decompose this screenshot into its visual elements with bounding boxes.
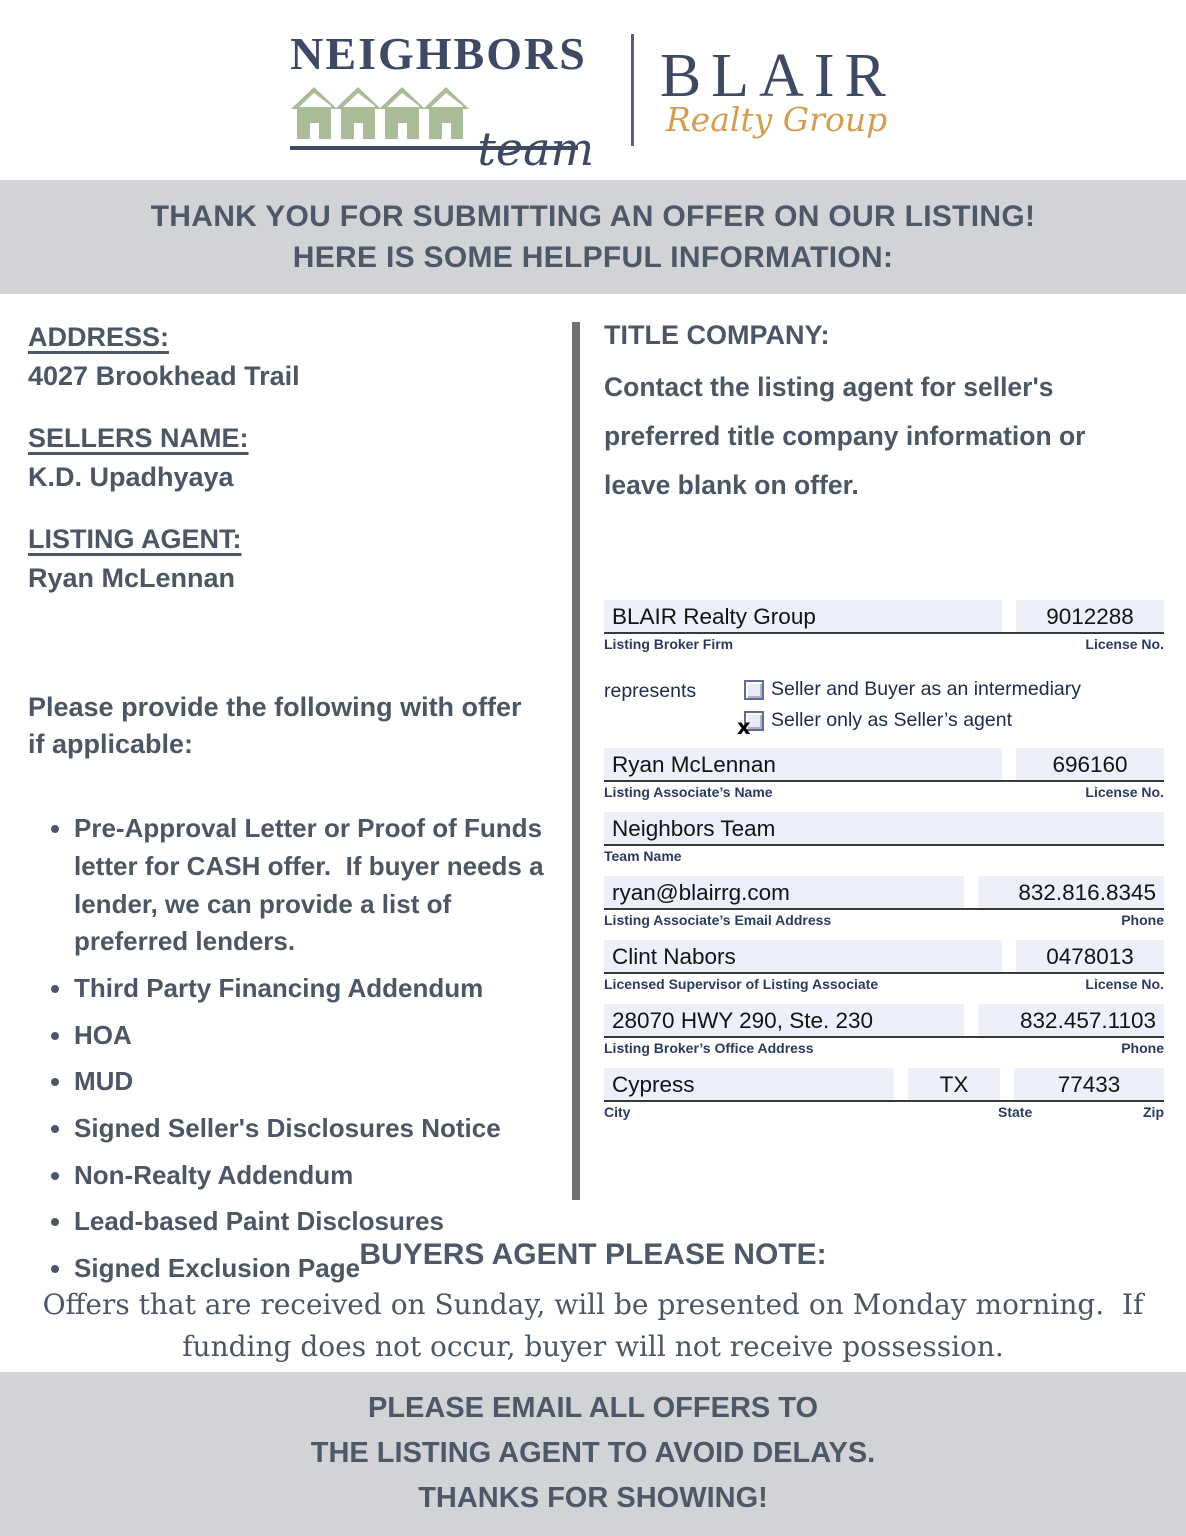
neighbors-team-logo: [290, 27, 595, 176]
associate-email-field: ryan@blairrg.com: [604, 876, 964, 908]
state-label: State: [998, 1104, 1033, 1121]
phone-label: Phone: [1121, 912, 1164, 929]
associate-name-field: Ryan McLennan: [604, 748, 1002, 780]
list-item: • Signed Seller's Disclosures Notice: [74, 1110, 548, 1148]
supervisor-label: Licensed Supervisor of Listing Associate: [604, 976, 879, 993]
license-no-label: License No.: [1085, 636, 1164, 653]
seller-agent-option-label: Seller only as Seller’s agent: [771, 709, 1012, 732]
brand-logo: [290, 27, 896, 176]
team-script-wordmark: team: [477, 121, 595, 176]
associate-email-label: Listing Associate’s Email Address: [604, 912, 832, 929]
column-divider: [572, 322, 580, 1200]
list-item: • MUD: [74, 1063, 548, 1101]
blair-realty-logo: [659, 41, 896, 139]
broker-firm-field: BLAIR Realty Group: [604, 600, 1002, 632]
title-company-column: [604, 320, 1166, 1226]
realty-group-script: Realty Group: [665, 99, 888, 139]
supervisor-labels: [604, 976, 1164, 992]
seller-agent-option: [737, 709, 1081, 739]
associate-phone-field: 832.816.8345: [978, 876, 1164, 908]
note-body: Offers that are received on Sunday, will be presented on Monday morning. If funding does not occur, buyer will not receive possession.: [42, 1288, 1153, 1363]
broker-firm-label: Listing Broker Firm: [604, 636, 734, 653]
sellers-name-value: K.D. Upadhyaya: [28, 462, 234, 493]
buyers-agent-note: [0, 1226, 1186, 1372]
banner-line-1: THANK YOU FOR SUBMITTING AN OFFER ON OUR LISTING!: [150, 200, 1036, 233]
list-item: • Signed Exclusion Page: [74, 1250, 548, 1288]
logo-header: [0, 0, 1186, 180]
broker-info-form: [604, 600, 1164, 1120]
list-item: • Non-Realty Addendum: [74, 1157, 548, 1195]
associate-row: [604, 748, 1164, 782]
email-row: [604, 876, 1164, 910]
zip-field: 77433: [1014, 1068, 1164, 1100]
sellers-name-label: SELLERS NAME:: [28, 423, 249, 454]
supervisor-name-field: Clint Nabors: [604, 940, 1002, 972]
footer-line-1: PLEASE EMAIL ALL OFFERS TO: [367, 1392, 819, 1425]
office-address-row: [604, 1004, 1164, 1038]
provide-intro: Please provide the following with offer if applicable:: [28, 691, 522, 760]
logo-divider: [631, 34, 634, 146]
blair-wordmark: BLAIR: [659, 41, 896, 110]
listing-info-column: [28, 320, 551, 1284]
title-company-body: Contact the listing agent for seller's preferred title company information or leave blank on offer.: [604, 372, 1086, 501]
license-no-label: License No.: [1085, 976, 1164, 993]
address-value: 4027 Brookhead Trail: [28, 361, 300, 392]
intermediary-option: [744, 678, 1081, 701]
associate-name-label: Listing Associate’s Name: [604, 784, 773, 801]
listing-agent-value: Ryan McLennan: [28, 563, 236, 594]
title-company-heading: TITLE COMPANY:: [604, 320, 830, 350]
team-labels: [604, 848, 1164, 864]
broker-license-field: 9012288: [1016, 600, 1164, 632]
checkbox-checked-icon: [737, 711, 764, 739]
address-label: ADDRESS:: [28, 322, 170, 352]
checkbox-unchecked-icon: [744, 680, 764, 700]
offer-checklist: [28, 810, 551, 1288]
zip-label: Zip: [1143, 1104, 1164, 1121]
sellers-block: [28, 421, 548, 495]
footer-line-2: THE LISTING AGENT TO AVOID DELAYS.: [310, 1437, 876, 1470]
x-mark: x: [737, 714, 751, 739]
associate-labels: [604, 784, 1164, 800]
city-state-zip-labels: [604, 1104, 1164, 1120]
city-state-zip-row: [604, 1068, 1164, 1102]
address-block: [28, 320, 548, 394]
team-row: [604, 812, 1164, 846]
city-label: City: [604, 1104, 631, 1121]
houses-underline: [290, 79, 595, 176]
footer-line-3: THANKS FOR SHOWING!: [418, 1481, 768, 1514]
thank-you-banner: [0, 180, 1186, 294]
list-item: • Pre-Approval Letter or Proof of Funds letter for CASH offer. If buyer needs a lender, we can provide a list of preferred lenders.: [74, 810, 548, 961]
listing-agent-block: [28, 522, 548, 596]
office-phone-field: 832.457.1103: [978, 1004, 1164, 1036]
represents-options: [737, 678, 1081, 739]
houses-icon: [290, 85, 470, 141]
broker-firm-labels: [604, 636, 1164, 652]
city-field: Cypress: [604, 1068, 894, 1100]
list-item: • Lead-based Paint Disclosures: [74, 1203, 548, 1241]
represents-label: represents: [604, 680, 697, 703]
email-labels: [604, 912, 1164, 928]
office-address-label: Listing Broker’s Office Address: [604, 1040, 814, 1057]
supervisor-row: [604, 940, 1164, 974]
team-name-field: Neighbors Team: [604, 812, 1164, 844]
supervisor-license-field: 0478013: [1016, 940, 1164, 972]
list-item: • Third Party Financing Addendum: [74, 970, 548, 1008]
banner-line-2: HERE IS SOME HELPFUL INFORMATION:: [292, 241, 894, 274]
neighbors-wordmark: NEIGHBORS: [290, 27, 587, 79]
broker-firm-row: [604, 600, 1164, 634]
listing-agent-label: LISTING AGENT:: [28, 524, 242, 555]
note-heading: BUYERS AGENT PLEASE NOTE:: [359, 1238, 827, 1271]
team-name-label: Team Name: [604, 848, 682, 865]
office-address-field: 28070 HWY 290, Ste. 230: [604, 1004, 964, 1036]
license-no-label: License No.: [1085, 784, 1164, 801]
office-labels: [604, 1040, 1164, 1056]
list-item: • HOA: [74, 1017, 548, 1055]
footer-banner: [0, 1372, 1186, 1536]
intermediary-option-label: Seller and Buyer as an intermediary: [771, 678, 1081, 701]
state-field: TX: [908, 1068, 1000, 1100]
phone-label: Phone: [1121, 1040, 1164, 1057]
represents-block: [604, 678, 1164, 739]
associate-license-field: 696160: [1016, 748, 1164, 780]
